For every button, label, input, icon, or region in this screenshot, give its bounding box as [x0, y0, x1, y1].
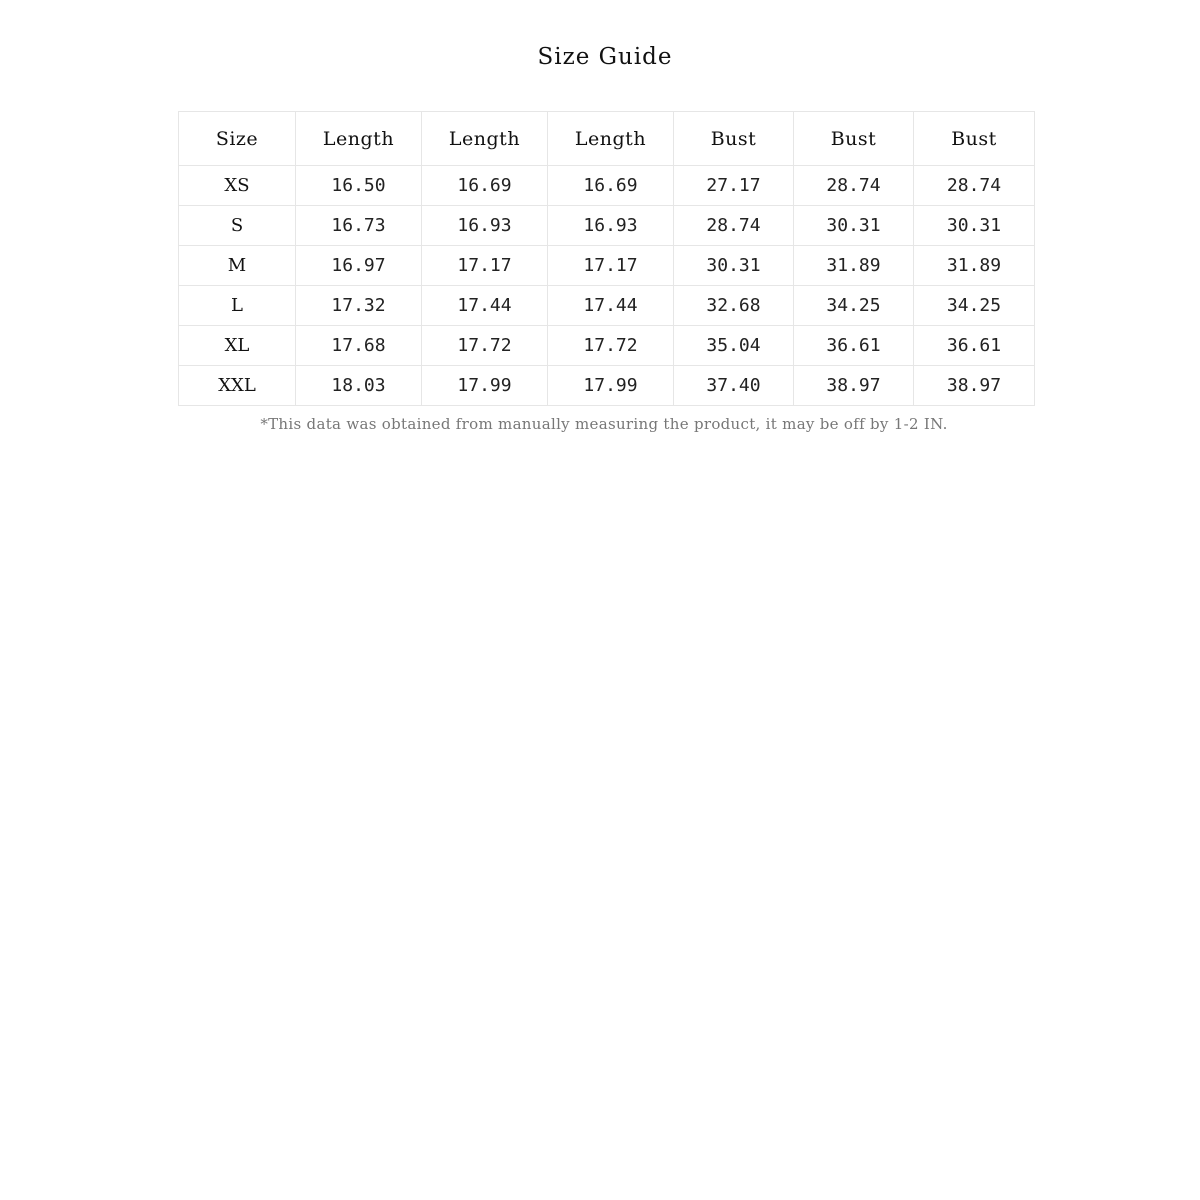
table-cell: 31.89	[914, 246, 1035, 286]
table-cell: 30.31	[794, 206, 914, 246]
table-cell: 17.72	[548, 326, 674, 366]
size-label: XXL	[179, 366, 296, 406]
table-cell: 31.89	[794, 246, 914, 286]
table-cell: 17.17	[548, 246, 674, 286]
table-cell: 17.99	[422, 366, 548, 406]
table-cell: 32.68	[674, 286, 794, 326]
table-cell: 16.69	[548, 166, 674, 206]
table-cell: 38.97	[914, 366, 1035, 406]
column-header-bust: Bust	[914, 112, 1035, 166]
table-cell: 30.31	[914, 206, 1035, 246]
table-cell: 38.97	[794, 366, 914, 406]
table-cell: 17.17	[422, 246, 548, 286]
column-header-bust: Bust	[794, 112, 914, 166]
column-header-bust: Bust	[674, 112, 794, 166]
table-cell: 16.73	[296, 206, 422, 246]
measurement-disclaimer: *This data was obtained from manually measuring the product, it may be off by 1-2 IN.	[260, 415, 948, 433]
page-title: Size Guide	[537, 44, 673, 70]
table-cell: 36.61	[914, 326, 1035, 366]
table-cell: 28.74	[794, 166, 914, 206]
size-label: L	[179, 286, 296, 326]
table-cell: 16.93	[548, 206, 674, 246]
table-cell: 17.32	[296, 286, 422, 326]
table-cell: 30.31	[674, 246, 794, 286]
table-cell: 37.40	[674, 366, 794, 406]
table-cell: 17.44	[548, 286, 674, 326]
size-label: XL	[179, 326, 296, 366]
table-row	[179, 246, 1035, 286]
table-cell: 17.44	[422, 286, 548, 326]
table-cell: 34.25	[914, 286, 1035, 326]
table-cell: 16.93	[422, 206, 548, 246]
size-table	[178, 111, 1035, 406]
size-label: XS	[179, 166, 296, 206]
table-cell: 18.03	[296, 366, 422, 406]
column-header-length: Length	[548, 112, 674, 166]
table-cell: 28.74	[914, 166, 1035, 206]
size-label: S	[179, 206, 296, 246]
table-row	[179, 326, 1035, 366]
header-row	[179, 112, 1035, 166]
table-cell: 16.97	[296, 246, 422, 286]
table-row	[179, 286, 1035, 326]
table-cell: 17.68	[296, 326, 422, 366]
size-label: M	[179, 246, 296, 286]
table-cell: 16.50	[296, 166, 422, 206]
table-row	[179, 366, 1035, 406]
table-cell: 17.99	[548, 366, 674, 406]
table-cell: 16.69	[422, 166, 548, 206]
table-cell: 28.74	[674, 206, 794, 246]
column-header-length: Length	[422, 112, 548, 166]
table-row	[179, 166, 1035, 206]
table-cell: 34.25	[794, 286, 914, 326]
table-cell: 36.61	[794, 326, 914, 366]
column-header-size: Size	[179, 112, 296, 166]
column-header-length: Length	[296, 112, 422, 166]
table-cell: 35.04	[674, 326, 794, 366]
table-cell: 27.17	[674, 166, 794, 206]
table-cell: 17.72	[422, 326, 548, 366]
table-row	[179, 206, 1035, 246]
